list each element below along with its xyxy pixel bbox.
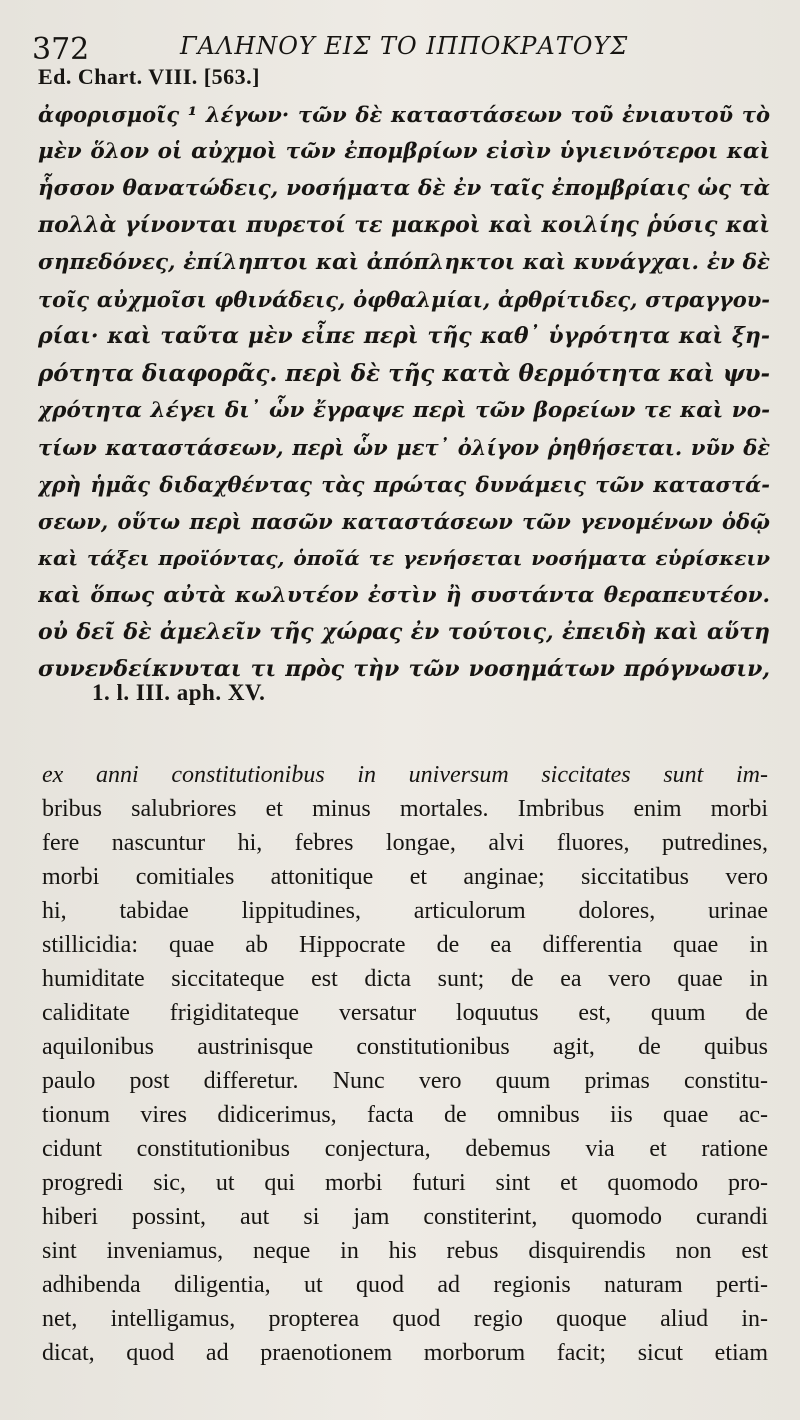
latin-text-line: net, intelligamus, propterea quod regio quoque aliud in- (42, 1306, 768, 1332)
latin-text-line: adhibenda diligentia, ut quod ad regionis naturam perti- (42, 1272, 768, 1298)
greek-text-line: σεων, οὕτω περὶ πασῶν καταστάσεων τῶν γενομένων ὁδῷ (38, 509, 770, 534)
latin-text-line: humiditate siccitateque est dicta sunt; de ea vero quae in (42, 966, 768, 992)
greek-text-line: συνενδείκνυται τι πρὸς τὴν τῶν νοσημάτων πρόγνωσιν, (38, 656, 770, 682)
latin-text-line: paulo post differetur. Nunc vero quum primas constitu- (42, 1068, 768, 1094)
footnote: 1. l. III. aph. XV. (92, 680, 266, 705)
latin-text-line: tionum vires didicerimus, facta de omnibus iis quae ac- (42, 1102, 768, 1128)
latin-text-line: ex anni constitutionibus in universum siccitates sunt im- (42, 762, 768, 788)
latin-text-line: cidunt constitutionibus conjectura, debemus via et ratione (42, 1136, 768, 1162)
page-header (32, 28, 772, 68)
greek-text-line: ρίαι· καὶ ταῦτα μὲν εἶπε περὶ τῆς καθ᾽ ὑγρότητα καὶ ξη- (38, 323, 770, 349)
latin-text-line: bribus salubriores et minus mortales. Imbribus enim morbi (42, 796, 768, 822)
latin-text-line: progredi sic, ut qui morbi futuri sint et quomodo pro- (42, 1170, 768, 1196)
latin-text-line: sint inveniamus, neque in his rebus disquirendis non est (42, 1238, 768, 1264)
latin-text-block (42, 758, 768, 1370)
greek-text-line: καὶ ὅπως αὐτὰ κωλυτέον ἐστὶν ἢ συστάντα θεραπευτέον. (38, 583, 770, 608)
edition-reference: Ed. Chart. VIII. [563.] (38, 64, 260, 89)
greek-text-block (38, 96, 770, 688)
greek-text-line: οὐ δεῖ δὲ ἀμελεῖν τῆς χώρας ἐν τούτοις, ἐπειδὴ καὶ αὕτη (38, 619, 770, 645)
greek-text-line: χρὴ ἡμᾶς διδαχθέντας τὰς πρώτας δυνάμεις τῶν καταστά- (38, 472, 770, 497)
greek-text-line: μὲν ὅλον οἱ αὐχμοὶ τῶν ἐπομβρίων εἰσὶν ὑγιεινότεροι καὶ (38, 139, 770, 164)
greek-text-line: πολλὰ γίνονται πυρετοί τε μακροὶ καὶ κοιλίης ῥύσις καὶ (38, 212, 770, 238)
greek-text-line: χρότητα λέγει δι᾽ ὧν ἔγραψε περὶ τῶν βορείων τε καὶ νο- (38, 398, 770, 423)
latin-text-line: hiberi possint, aut si jam constiterint, quomodo curandi (42, 1204, 768, 1230)
greek-text-line: ἧσσον θανατώδεις, νοσήματα δὲ ἐν ταῖς ἐπομβρίαις ὡς τὰ (38, 176, 770, 201)
greek-text-line: τίων καταστάσεων, περὶ ὧν μετ᾽ ὀλίγον ῥηθήσεται. νῦν δὲ (38, 435, 770, 460)
latin-text-line: aquilonibus austrinisque constitutionibus agit, de quibus (42, 1034, 768, 1060)
latin-text-line: morbi comitiales attonitique et anginae; siccitatibus vero (42, 864, 768, 890)
latin-text-line: dicat, quod ad praenotionem morborum facit; sicut etiam (42, 1340, 768, 1366)
page-number: 372 (32, 32, 90, 67)
greek-text-line: τοῖς αὐχμοῖσι φθινάδεις, ὀφθαλμίαι, ἀρθρίτιδες, στραγγου- (38, 287, 770, 312)
latin-text-line: hi, tabidae lippitudines, articulorum dolores, urinae (42, 898, 768, 924)
latin-text-line: caliditate frigiditateque versatur loquutus est, quum de (42, 1000, 768, 1026)
greek-text-line: ρότητα διαφορᾶς. περὶ δὲ τῆς κατὰ θερμότητα καὶ ψυ- (38, 360, 770, 387)
running-head: ΓΑΛΗΝΟΥ ΕΙΣ ΤΟ ΙΠΠΟΚΡΑΤΟΥΣ (180, 32, 629, 60)
greek-text-line: ἀφορισμοῖς ¹ λέγων· τῶν δὲ καταστάσεων τοῦ ἐνιαυτοῦ τὸ (38, 102, 770, 127)
greek-text-line: καὶ τάξει προϊόντας, ὁποῖά τε γενήσεται νοσήματα εὑρίσκειν (38, 546, 770, 570)
latin-text-line: stillicidia: quae ab Hippocrate de ea differentia quae in (42, 932, 768, 958)
latin-text-line: fere nascuntur hi, febres longae, alvi fluores, putredines, (42, 830, 768, 856)
greek-text-line: σηπεδόνες, ἐπίληπτοι καὶ ἀπόπληκτοι καὶ κυνάγχαι. ἐν δὲ (38, 250, 770, 275)
